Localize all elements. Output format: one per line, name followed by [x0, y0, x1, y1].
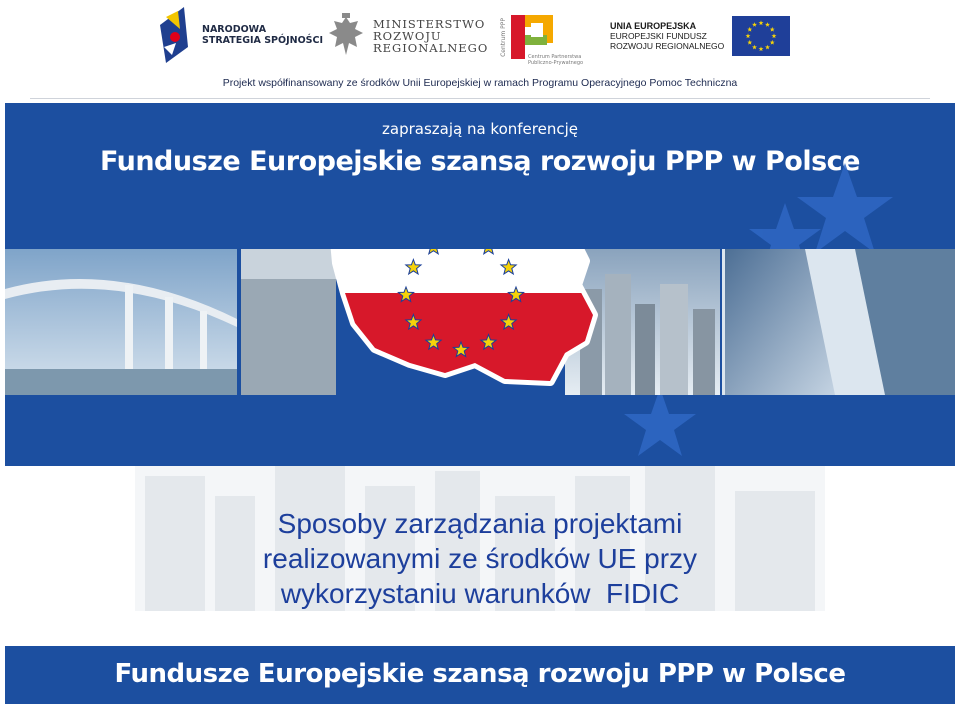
subtitle-line2: realizowanymi ze środków UE przy: [262, 543, 698, 574]
nss-line1: NARODOWA: [202, 24, 267, 35]
bridge-photo: [5, 249, 237, 395]
eagle-emblem-icon: [327, 13, 365, 59]
eu-line2: EUROPEJSKI FUNDUSZ: [610, 31, 707, 41]
poland-map-icon: [325, 249, 605, 393]
photo-strip: [5, 249, 955, 395]
glass-towers-photo: [722, 249, 955, 395]
cppp-logo: [500, 2, 584, 72]
ministry-line1: MINISTERSTWO: [373, 17, 486, 31]
subtitle-line3: wykorzystaniu warunków FIDIC: [280, 578, 680, 609]
presentation-subtitle: [135, 506, 825, 611]
cppp-side-text: Centrum PPP: [500, 17, 507, 57]
banner-title: Fundusze Europejskie szansą rozwoju PPP w Polsce: [100, 146, 860, 177]
traffic-photo: [241, 249, 336, 395]
nss-logo: [160, 6, 323, 64]
nss-line2: STRATEGIA SPÓJNOŚCI: [202, 35, 324, 46]
subtitle-area: [0, 466, 960, 644]
eu-logo: [610, 16, 790, 56]
invitation-text: zapraszają na konferencję: [382, 120, 578, 138]
logo-bar: [0, 0, 960, 100]
divider: [30, 98, 930, 99]
eu-line3: ROZWOJU REGIONALNEGO: [610, 41, 725, 51]
nss-emblem-icon: [160, 7, 194, 63]
eu-line1: UNIA EUROPEJSKA: [610, 21, 697, 31]
footer-banner: [5, 646, 955, 704]
eu-flag-icon: [732, 16, 790, 56]
ministry-line3: REGIONALNEGO: [373, 41, 489, 55]
ministry-logo: [327, 12, 488, 60]
subtitle-line1: Sposoby zarządzania projektami: [277, 508, 683, 539]
ministry-line2: ROZWOJU: [373, 29, 442, 43]
conference-banner: [5, 103, 955, 466]
footer-title: Fundusze Europejskie szansą rozwoju PPP w Polsce: [114, 659, 846, 689]
project-cofinancing-line: Projekt współfinansowany ze środków Unii Europejskiej w ramach Programu Operacyjnego Pomoc Techniczna: [222, 77, 738, 89]
cppp-small-text: Centrum Partnerstwa Publiczno-Prywatnego: [528, 54, 584, 66]
